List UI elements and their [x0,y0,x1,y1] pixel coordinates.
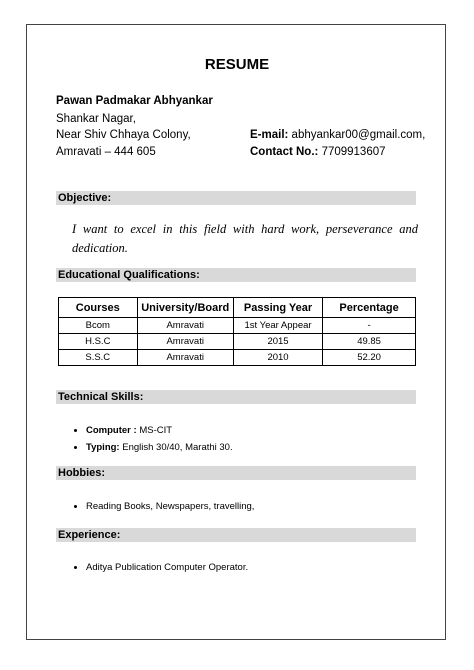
table-cell: 1st Year Appear [233,318,322,334]
objective-text: I want to excel in this field with hard work, perseverance and dedication. [72,222,418,255]
list-item [86,422,233,439]
hobbies-list [56,498,254,515]
column-header-courses: Courses [59,298,138,318]
table-cell: Amravati [137,334,233,350]
table-cell: - [323,318,416,334]
address-line-1: Shankar Nagar, [56,113,136,125]
skill-label-typing: Typing: [86,442,120,453]
skill-value-typing: English 30/40, Marathi 30. [122,442,233,453]
education-table [58,297,416,366]
table-cell: 49.85 [323,334,416,350]
table-cell: Amravati [137,350,233,366]
email-value: abhyankar00@gmail.com, [291,129,426,141]
table-cell: Bcom [59,318,138,334]
email-line [250,129,425,141]
skill-label-computer: Computer : [86,425,137,436]
experience-heading: Experience: [56,528,416,542]
phone-label: Contact No.: [250,146,319,158]
table-header-row [59,298,416,318]
experience-list [56,559,248,576]
table-cell: S.S.C [59,350,138,366]
column-header-university: University/Board [137,298,233,318]
table-row [59,350,416,366]
column-header-percentage: Percentage [323,298,416,318]
list-item: • Reading Books, Newspapers, travelling, [86,498,254,515]
skills-heading: Technical Skills: [56,390,416,404]
list-item: • Aditya Publication Computer Operator. [86,559,248,576]
address-line-3: Amravati – 444 605 [56,146,156,158]
table-cell: 52.20 [323,350,416,366]
phone-value: 7709913607 [321,146,386,158]
skills-list [56,422,233,456]
objective-heading: Objective: [56,191,416,205]
table-cell: 2015 [233,334,322,350]
table-row [59,334,416,350]
resume-title: RESUME [204,56,270,73]
skill-value-computer: MS-CIT [139,425,173,436]
table-cell: 2010 [233,350,322,366]
list-item [86,439,233,456]
phone-line [250,146,386,158]
address-line-2: Near Shiv Chhaya Colony, [56,129,191,141]
email-label: E-mail: [250,129,289,141]
column-header-passing-year: Passing Year [233,298,322,318]
hobbies-heading: Hobbies: [56,466,416,480]
table-cell: Amravati [137,318,233,334]
table-cell: H.S.C [59,334,138,350]
candidate-name: Pawan Padmakar Abhyankar [56,95,213,107]
education-heading: Educational Qualifications: [56,268,416,282]
table-row [59,318,416,334]
